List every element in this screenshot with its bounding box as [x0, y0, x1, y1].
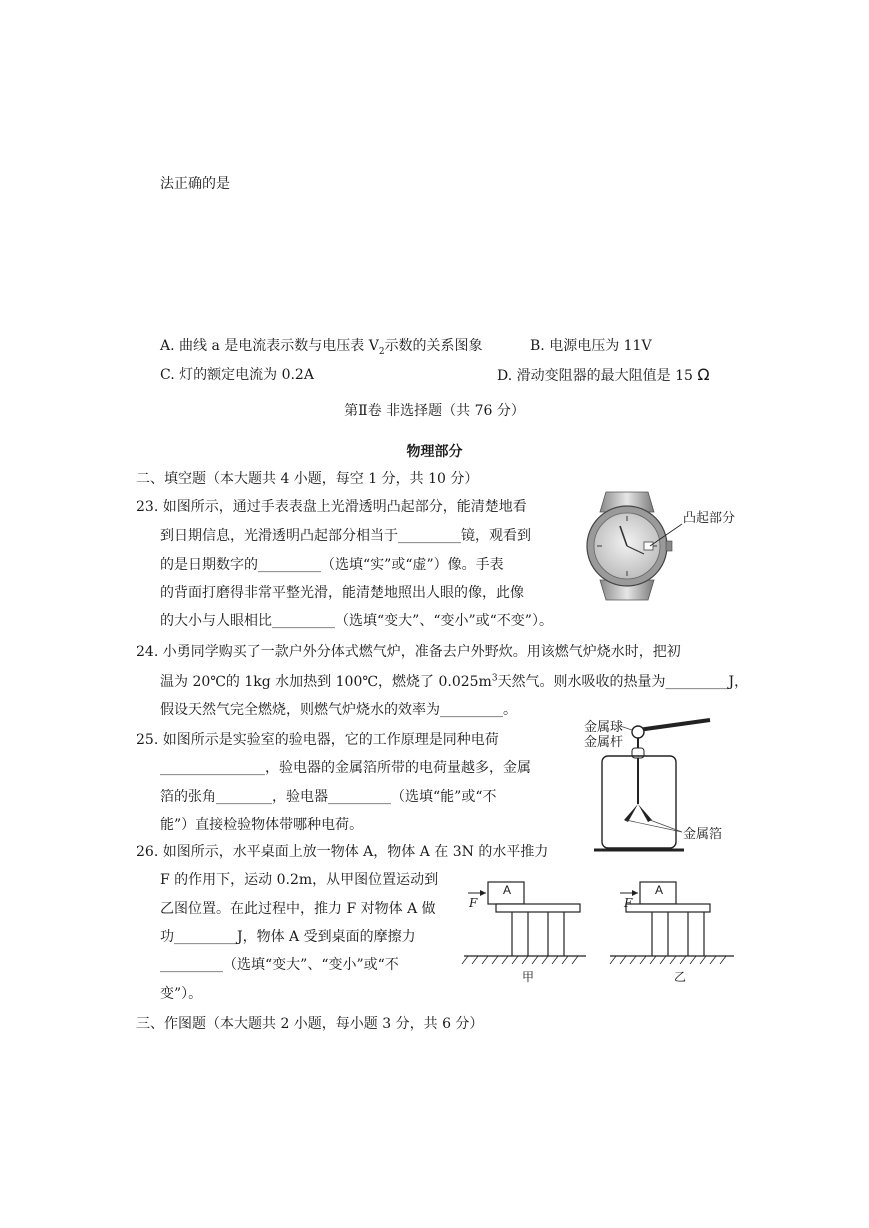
section3-heading: 三、作图题（本大题共 2 小题，每小题 3 分，共 6 分） [136, 1016, 484, 1032]
q23-line-5: 的大小与人眼相比_________（选填“变大”、“变小”或“不变”）。 [160, 613, 553, 629]
watch-figure [578, 490, 748, 602]
metal-rod-label: 金属杆 [584, 735, 624, 750]
cubic-superscript: 3 [491, 673, 498, 684]
q24-line-2a: 温为 20℃的 1kg 水加热到 100℃，燃烧了 0.025m [160, 674, 492, 690]
metal-ball-label: 金属球 [584, 720, 624, 735]
ohm-unit: Ω [697, 365, 710, 384]
metal-foil-left [624, 804, 638, 822]
q26-line-2: F 的作用下，运动 0.2m，从甲图位置运动到 [160, 872, 439, 888]
q24-line-2 [160, 672, 748, 692]
q25-line-2: _______________，验电器的金属箔所带的电荷量越多，金属 [160, 760, 531, 776]
option-c: C. 灯的额定电流为 0.2A [160, 367, 314, 383]
metal-foil-right [638, 804, 652, 822]
watch-bump-label: 凸起部分 [683, 511, 736, 526]
q26-line-5: _________（选填“变大”、“变小”或“不 [160, 957, 399, 973]
q23-line-4: 的背面打磨得非常平整光滑，能清楚地照出人眼的像，此像 [160, 585, 524, 601]
q23-line-3: 的是日期数字的_________（选填“实”或“虚”）像。手表 [160, 557, 504, 573]
q23-line-2: 到日期信息，光滑透明凸起部分相当于_________镜，观看到 [160, 528, 531, 544]
option-d [497, 365, 710, 386]
question-fragment: 法正确的是 [160, 176, 230, 192]
table-top [496, 904, 580, 912]
q25-line-4: 能”）直接检验物体带哪种电荷。 [160, 817, 364, 833]
q24-line-2b: 天然气。则水吸收的热量为_________J， [497, 674, 749, 690]
section2-heading: 二、填空题（本大题共 4 小题，每空 1 分，共 10 分） [136, 471, 479, 487]
metal-foil-label: 金属箔 [683, 827, 723, 842]
metal-ball [632, 726, 644, 738]
option-a-text: A. 曲线 a 是电流表示数与电压表 V [160, 338, 379, 354]
q26-line-4: 功_________J，物体 A 受到桌面的摩擦力 [160, 929, 416, 945]
q23-line-1: 23. 如图所示，通过手表表盘上光滑透明凸起部分，能清楚地看 [136, 499, 527, 515]
table-figure-yi [606, 876, 738, 968]
part2-title: 第Ⅱ卷 非选择题（共 76 分） [344, 403, 525, 419]
date-window [644, 542, 653, 550]
q24-line-1: 24. 小勇同学购买了一款户外分体式燃气炉，准备去户外野炊。用该燃气炉烧水时，把初 [136, 644, 681, 660]
table-top [626, 904, 710, 912]
option-d-text: D. 滑动变阻器的最大阻值是 15 [497, 368, 693, 384]
block-label-yi: A [655, 883, 664, 897]
label-yi: 乙 [674, 970, 687, 984]
label-jia: 甲 [522, 970, 535, 984]
part2-subtitle: 物理部分 [406, 444, 463, 460]
q24-line-3: 假设天然气完全燃烧，则燃气炉烧水的效率为_________。 [160, 702, 517, 718]
q25-line-3: 箔的张角________，验电器_________（选填“能”或“不 [160, 789, 497, 805]
q25-line-1: 25. 如图所示是实验室的验电器，它的工作原理是同种电荷 [136, 732, 499, 748]
q26-line-1: 26. 如图所示，水平桌面上放一物体 A，物体 A 在 3N 的水平推力 [136, 844, 549, 860]
force-label-jia: F [469, 896, 478, 910]
block-label-jia: A [503, 883, 512, 897]
watch-crown [666, 541, 672, 551]
option-a-tail: 示数的关系图象 [384, 338, 483, 354]
q26-line-6: 变”）。 [160, 986, 203, 1002]
option-a-subscript: 2 [378, 346, 385, 357]
table-figure-jia [460, 876, 590, 968]
q26-line-3: 乙图位置。在此过程中，推力 F 对物体 A 做 [160, 901, 436, 917]
option-b: B. 电源电压为 11V [530, 338, 652, 354]
charged-rod [638, 720, 710, 730]
option-a [160, 336, 483, 356]
force-label-yi: F [624, 896, 633, 910]
